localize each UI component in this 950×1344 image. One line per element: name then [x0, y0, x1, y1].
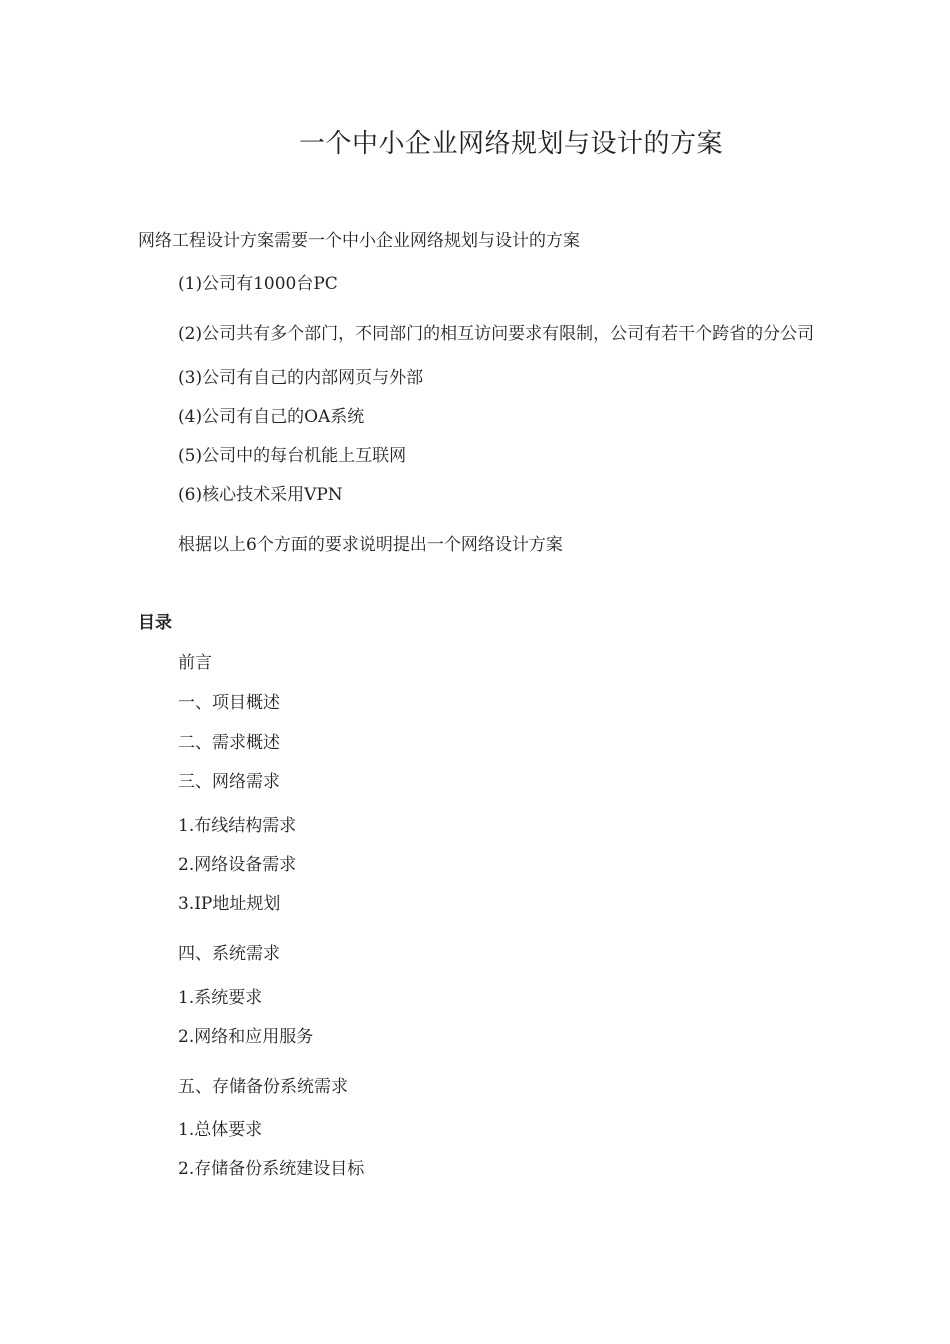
- requirement-item: (5)公司中的每台机能上互联网: [178, 446, 407, 466]
- toc-item: 1.系统要求: [178, 988, 263, 1008]
- toc-item: 二、需求概述: [178, 733, 280, 753]
- document-title: 一个中小企业网络规划与设计的方案: [298, 129, 723, 159]
- toc-item: 五、存储备份系统需求: [178, 1077, 348, 1097]
- toc-item: 2.网络和应用服务: [178, 1027, 314, 1047]
- requirement-item: (6)核心技术采用VPN: [178, 485, 343, 505]
- toc-item: 2.网络设备需求: [178, 855, 297, 875]
- intro-paragraph: 网络工程设计方案需要一个中小企业网络规划与设计的方案: [138, 231, 580, 251]
- toc-item: 1.总体要求: [178, 1120, 263, 1140]
- requirement-item: (3)公司有自己的内部网页与外部: [178, 368, 424, 388]
- requirement-item: (1)公司有1000台PC: [178, 274, 338, 294]
- toc-item: 三、网络需求: [178, 772, 280, 792]
- toc-item: 3.IP地址规划: [178, 894, 281, 914]
- toc-item: 一、项目概述: [178, 693, 280, 713]
- toc-item: 前言: [178, 653, 212, 673]
- requirement-item: (4)公司有自己的OA系统: [178, 407, 365, 427]
- summary-paragraph: 根据以上6个方面的要求说明提出一个网络设计方案: [178, 535, 563, 555]
- toc-item: 四、系统需求: [178, 944, 280, 964]
- toc-heading: 目录: [138, 613, 172, 633]
- toc-item: 1.布线结构需求: [178, 816, 297, 836]
- toc-item: 2.存储备份系统建设目标: [178, 1159, 365, 1179]
- requirement-item: (2)公司共有多个部门，不同部门的相互访问要求有限制，公司有若干个跨省的分公司: [178, 324, 815, 344]
